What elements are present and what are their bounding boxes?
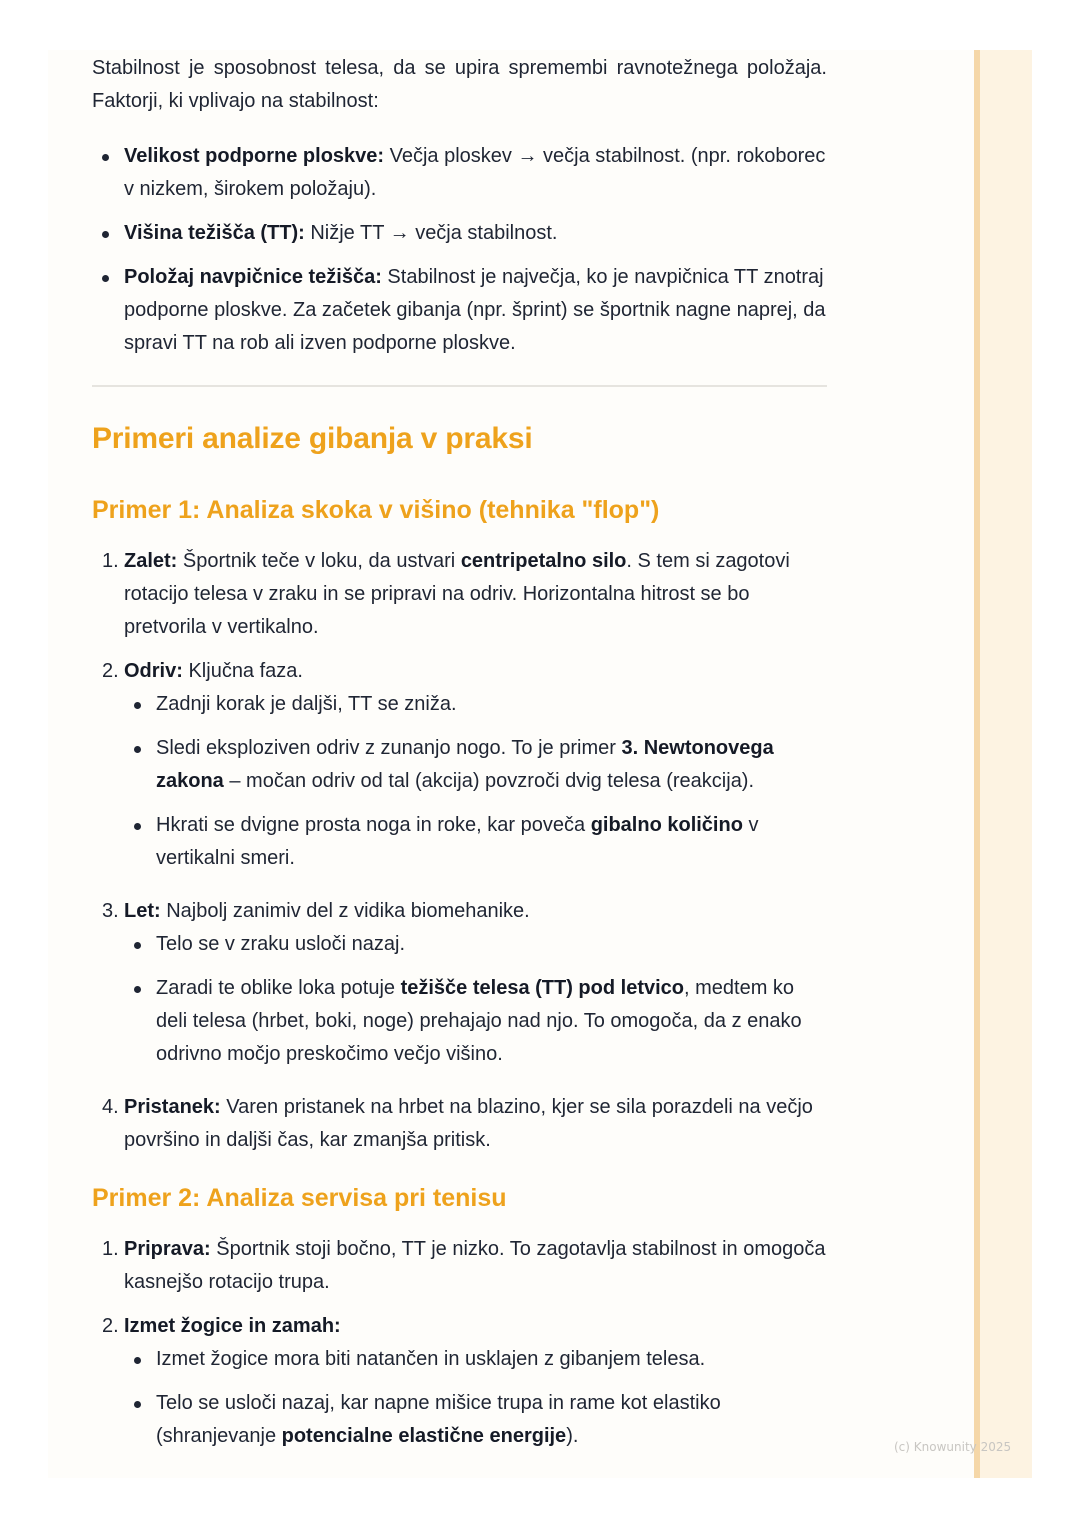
list-item: Velikost podporne ploskve: Večja ploskev → večja stabilnost. (npr. rokoborec v nizkem, širokem položaju).	[92, 140, 827, 206]
example-1-steps	[92, 545, 827, 1157]
side-margin-line	[974, 50, 980, 1478]
sub-list-item: Sledi eksploziven odriv z zunanjo nogo. To je primer 3. Newtonovega zakona – močan odriv od tal (akcija) povzroči dvig telesa (reakcija).	[124, 732, 827, 798]
intro-paragraph: Stabilnost je sposobnost telesa, da se upira spremembi ravnotežnega položaja. Faktorji, ki vplivajo na stabilnost:	[92, 57, 827, 112]
stability-factors-list	[92, 140, 827, 360]
example-2-steps	[92, 1233, 827, 1453]
sub-list-item: Hkrati se dvigne prosta noga in roke, kar poveča gibalno količino v vertikalni smeri.	[124, 809, 827, 875]
sub-list-item: Zaradi te oblike loka potuje težišče telesa (TT) pod letvico, medtem ko deli telesa (hrbet, boki, noge) prehajajo nad njo. To omogoča, da z enako odrivno močjo preskočimo večjo višino.	[124, 972, 827, 1071]
sub-list-item: Zadnji korak je daljši, TT se zniža.	[124, 688, 827, 721]
sub-list-item: Telo se usloči nazaj, kar napne mišice trupa in rame kot elastiko (shranjevanje potencialne elastične energije).	[124, 1387, 827, 1453]
sub-list	[124, 928, 827, 1071]
sub-list	[124, 1343, 827, 1453]
step-item: 1. Zalet: Športnik teče v loku, da ustvari centripetalno silo. S tem si zagotovi rotacijo telesa v zraku in se pripravi na odriv. Horizontalna hitrost se bo pretvorila v vertikalno.	[102, 550, 790, 638]
step-item: 4. Pristanek: Varen pristanek na hrbet na blazino, kjer se sila porazdeli na večjo površino in daljši čas, kar zmanjša pritisk.	[102, 1096, 813, 1151]
step-item: 2. Izmet žogice in zamah: Izmet žogice mora biti natančen in usklajen z gibanjem telesa. Telo se usloči nazaj, kar napne mišice trupa in rame kot elastiko (shranjevanje potencialne elastične energije).	[92, 1310, 827, 1453]
step-item: 3. Let: Najbolj zanimiv del z vidika biomehanike. Telo se v zraku usloči nazaj. Zaradi te oblike loka potuje težišče telesa (TT) pod letvico, medtem ko deli telesa (hrbet, boki, noge) prehajajo nad njo. To omogoča, da z enako odrivno močjo preskočimo večjo višino.	[92, 895, 827, 1071]
sub-list-item: Telo se v zraku usloči nazaj.	[124, 928, 827, 961]
document-content	[92, 52, 827, 1473]
step-item: 2. Odriv: Ključna faza. Zadnji korak je daljši, TT se zniža. Sledi eksploziven odriv z zunanjo nogo. To je primer 3. Newtonovega zakona – močan odriv od tal (akcija) povzroči dvig telesa (reakcija). Hkrati se dvigne prosta noga in roke, kar poveča gibalno količino v vertikalni smeri.	[92, 655, 827, 875]
watermark: (c) Knowunity 2025	[894, 1440, 1012, 1454]
side-margin-band	[974, 50, 1032, 1478]
section-title: Primeri analize gibanja v praksi	[92, 422, 533, 455]
sub-list	[124, 688, 827, 875]
list-item: Višina težišča (TT): Nižje TT → večja stabilnost.	[92, 217, 827, 250]
step-item: 1. Priprava: Športnik stoji bočno, TT je nizko. To zagotavlja stabilnost in omogoča kasnejšo rotacijo trupa.	[102, 1238, 826, 1293]
list-item: Položaj navpičnice težišča: Stabilnost je največja, ko je navpičnica TT znotraj podporne ploskve. Za začetek gibanja (npr. šprint) se športnik nagne naprej, da spravi TT na rob ali izven podporne ploskve.	[92, 261, 827, 360]
example-1-title: Primer 1: Analiza skoka v višino (tehnika "flop")	[92, 496, 660, 524]
sub-list-item: Izmet žogice mora biti natančen in usklajen z gibanjem telesa.	[124, 1343, 827, 1376]
section-divider	[92, 385, 827, 387]
example-2-title: Primer 2: Analiza servisa pri tenisu	[92, 1184, 507, 1212]
